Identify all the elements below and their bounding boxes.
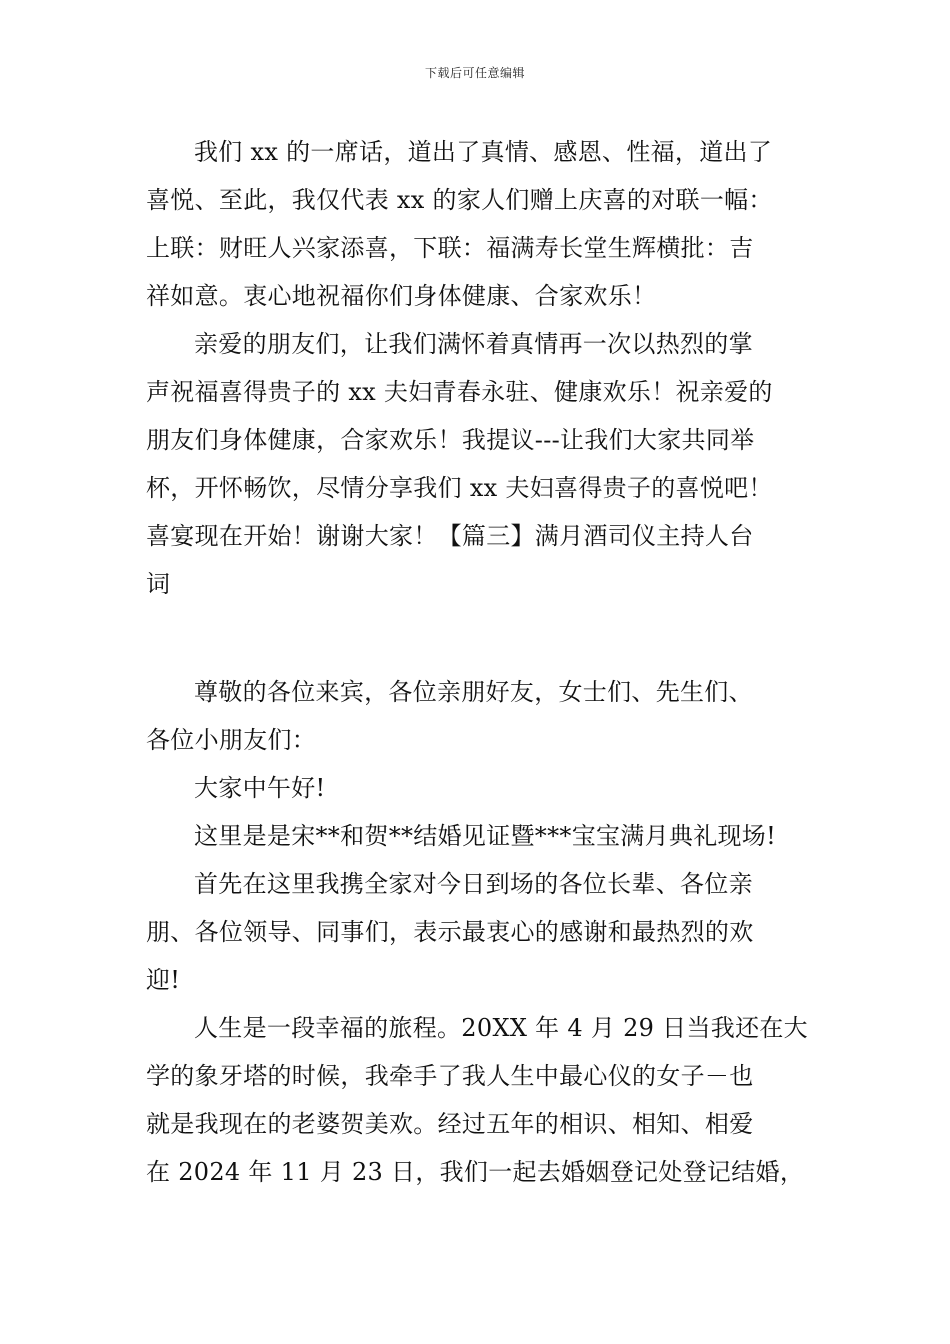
text-line: 这里是是宋**和贺**结婚见证暨***宝宝满月典礼现场! bbox=[194, 822, 777, 850]
paragraph bbox=[146, 860, 810, 1004]
text-line: 尊敬的各位来宾，各位亲朋好友，女士们、先生们、 bbox=[194, 678, 753, 706]
text-line: 就是我现在的老婆贺美欢。经过五年的相识、相知、相爱 bbox=[146, 1110, 754, 1138]
text-line: 大家中午好! bbox=[194, 774, 326, 802]
text-line: 上联：财旺人兴家添喜，下联：福满寿长堂生辉横批：吉 bbox=[146, 234, 754, 262]
text-line: 在 2024 年 11 月 23 日，我们一起去婚姻登记处登记结婚， bbox=[146, 1158, 805, 1186]
text-line: 朋友们身体健康，合家欢乐！我提议---让我们大家共同举 bbox=[146, 426, 755, 454]
text-line: 朋、各位领导、同事们，表示最衷心的感谢和最热烈的欢 bbox=[146, 918, 754, 946]
paragraph bbox=[146, 764, 810, 812]
text-line: 首先在这里我携全家对今日到场的各位长辈、各位亲 bbox=[194, 870, 753, 898]
text-line: 词 bbox=[146, 570, 171, 598]
paragraph bbox=[146, 812, 810, 860]
text-line: 各位小朋友们： bbox=[146, 726, 317, 754]
text-line: 杯，开怀畅饮，尽情分享我们 xx 夫妇喜得贵子的喜悦吧！ bbox=[146, 474, 773, 502]
page-header-note: 下载后可任意编辑 bbox=[424, 66, 525, 80]
text-line: 祥如意。衷心地祝福你们身体健康、合家欢乐！ bbox=[146, 282, 657, 310]
text-line: 我们 xx 的一席话，道出了真情、感恩、性福，道出了 bbox=[194, 138, 773, 166]
paragraph bbox=[146, 320, 810, 608]
text-line: 亲爱的朋友们，让我们满怀着真情再一次以热烈的掌 bbox=[194, 330, 753, 358]
document-body bbox=[146, 128, 810, 1196]
paragraph bbox=[146, 1004, 810, 1196]
text-line: 喜悦、至此，我仅代表 xx 的家人们赠上庆喜的对联一幅： bbox=[146, 186, 773, 214]
paragraph bbox=[146, 128, 810, 320]
paragraph bbox=[146, 668, 810, 764]
text-line: 迎! bbox=[146, 966, 181, 994]
paragraph-gap bbox=[146, 608, 810, 668]
text-line: 声祝福喜得贵子的 xx 夫妇青春永驻、健康欢乐！祝亲爱的 bbox=[146, 378, 773, 406]
text-line: 喜宴现在开始！谢谢大家！【篇三】满月酒司仪主持人台 bbox=[146, 522, 754, 550]
text-line: 人生是一段幸福的旅程。20XX 年 4 月 29 日当我还在大 bbox=[194, 1014, 808, 1042]
text-line: 学的象牙塔的时候，我牵手了我人生中最心仪的女子－也 bbox=[146, 1062, 754, 1090]
